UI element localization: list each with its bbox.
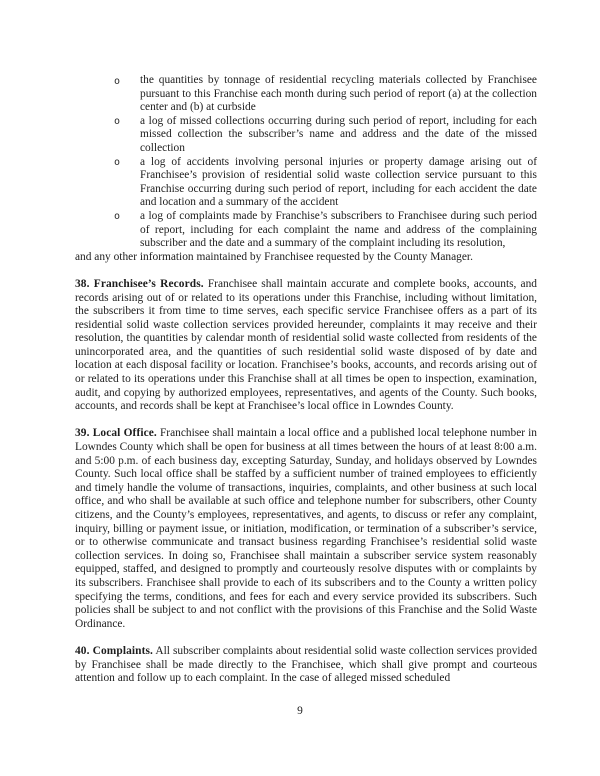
- section-39: [75, 427, 537, 631]
- list-item: [75, 156, 537, 210]
- section-40: [75, 645, 537, 686]
- section-40-heading: 40. Complaints.: [75, 644, 153, 657]
- bullet-text: the quantities by tonnage of residential recycling materials collected by Franchisee pursuant to this Franchise each month during such period of report (a) at the collection center and (b) at curbside: [140, 74, 537, 114]
- bullet-marker: o: [114, 157, 121, 169]
- bullet-marker: o: [114, 211, 121, 223]
- text-block: [75, 74, 537, 686]
- page-number: 9: [297, 705, 303, 717]
- bullet-text: a log of complaints made by Franchise’s subscribers to Franchisee during such period of report, including for each complaint the name and address of the complaining subscriber and the date and a summary of the complaint including its resolution,: [140, 209, 537, 250]
- bullet-text: a log of accidents involving personal injuries or property damage arising out of Franchisee’s provision of residential solid waste collection service pursuant to this Franchise occurring during such period of report, including for each accident the date and location and a summary of the accident: [140, 155, 537, 209]
- section-38: [75, 278, 537, 414]
- bullet-text: a log of missed collections occurring during such period of report, including for each missed collection the subscriber’s name and address and the date of the missed collection: [140, 114, 537, 154]
- closing-line: and any other information maintained by Franchisee requested by the County Manager.: [75, 250, 473, 263]
- section-39-heading: 39. Local Office.: [75, 427, 157, 440]
- bullet-marker: o: [114, 75, 121, 87]
- section-39-body: Franchisee shall maintain a local office and a published local telephone number in Lowndes County which shall be open for business at all times between the hours of at least 8:00 a.m. and 5:00 p.m. of each business day, excepting Saturday, Sunday, and holidays observed by Lowndes County. Such local office shall be staffed by a sufficient number of trained employees to efficiently and timely handle the volume of transactions, inquiries, complaints, and other business at such local office, and who shall be available at such office and telephone number for subscribers, other County citizens, and the County’s employees, representatives, and agents, to discuss or refer any complaint, inquiry, billing or payment issue, or initiation, modification, or termination of a subscriber’s service, or to otherwise communicate and transact business regarding Franchisee’s residential solid waste collection services. In doing so, Franchisee shall maintain a subscriber service system reasonably equipped, staffed, and designed to promptly and courteously resolve disputes with or complaints by its subscribers. Franchisee shall provide to each of its subscribers and to the County a written policy specifying the terms, conditions, and fees for each and every service provided its subscribers. Such policies shall be subject to and not conflict with the provisions of this Franchise and the Solid Waste Ordinance.: [75, 427, 537, 630]
- section-38-heading: 38. Franchisee’s Records.: [75, 277, 204, 290]
- section-38-body: Franchisee shall maintain accurate and complete books, accounts, and records arising out of or related to its operations under this Franchise, including without limitation, the subscribers it from time to time serves, each specific service Franchisee offers as a part of its residential solid waste collection services provided hereunder, complaints it may receive and their resolution, the quantities by calendar month of residential solid waste collected from residents of the unincorporated area, and the quantities of such residential solid waste disposed of by date and location at each disposal facility or location. Franchisee’s books, accounts, and records arising out of or related to its operations under this Franchise shall at all times be open to inspection, examination, audit, and copying by authorized employees, representatives, and agents of the County. Such books, accounts, and records shall be kept at Franchisee’s local office in Lowndes County.: [75, 277, 537, 413]
- section-40-body: All subscriber complaints about residential solid waste collection services provided by Franchisee shall be made directly to the Franchisee, which shall give prompt and courteous attention and follow up to each complaint. In the case of alleged missed scheduled: [75, 644, 538, 685]
- list-item: [75, 115, 537, 156]
- bullet-marker: o: [114, 116, 121, 128]
- list-item: [75, 210, 537, 251]
- report-items-list: [75, 74, 537, 251]
- list-item: [75, 74, 537, 115]
